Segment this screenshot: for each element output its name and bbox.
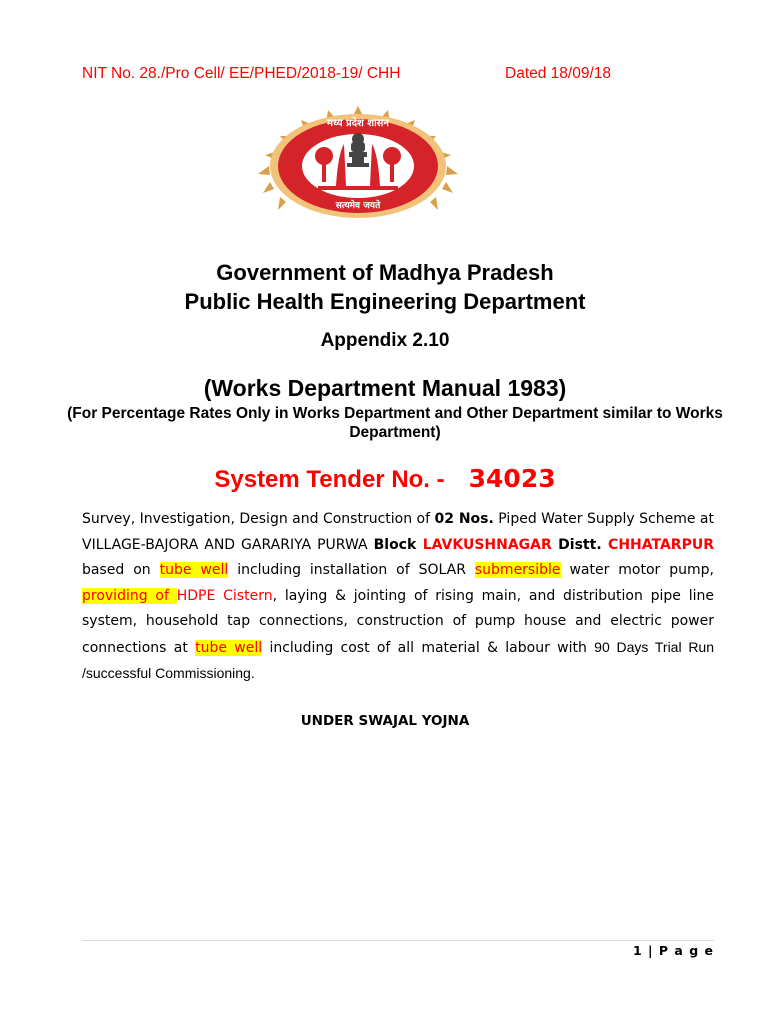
emblem-motto: सत्यमेव जयते <box>335 201 381 211</box>
government-title: Government of Madhya Pradesh <box>216 260 554 285</box>
percentage-rates-note: (For Percentage Rates Only in Works Department and Other Department similar to Works Department) <box>67 405 723 441</box>
desc-text: based on <box>82 562 160 578</box>
desc-block-label: Block <box>373 536 423 553</box>
desc-highlight: tube well <box>159 562 229 578</box>
desc-text: Piped Water Supply Scheme at VILLAGE-BAJORA AND GARARIYA PURWA <box>82 511 715 553</box>
tender-number: 34023 <box>468 464 556 493</box>
desc-red-text: HDPE Cistern <box>176 587 273 604</box>
scheme-name: UNDER SWAJAL YOJNA <box>300 713 470 729</box>
desc-text: water motor pump, <box>560 562 714 578</box>
tender-label: System Tender No. - <box>214 466 445 493</box>
desc-district-label: Distt. <box>551 536 609 553</box>
desc-block-name: LAVKUSHNAGAR <box>422 536 552 553</box>
desc-quantity: 02 Nos. <box>434 511 494 527</box>
appendix-label: Appendix 2.10 <box>320 330 450 351</box>
desc-text: Survey, Investigation, Design and Construction of <box>82 511 435 527</box>
system-tender-heading <box>0 464 770 494</box>
page-number: 1 | P a g e <box>632 943 714 958</box>
desc-highlight: providing of <box>82 587 177 604</box>
mp-emblem-logo <box>248 104 468 222</box>
manual-title: (Works Department Manual 1983) <box>203 375 567 401</box>
desc-text: including cost of all material & labour with <box>262 639 595 656</box>
desc-district-name: CHHATARPUR <box>608 536 714 553</box>
desc-highlight: tube well <box>195 639 263 656</box>
nit-number: NIT No. 28./Pro Cell/ EE/PHED/2018-19/ CHH <box>82 65 401 82</box>
desc-text: including installation of SOLAR <box>228 562 475 578</box>
emblem-top-text: मध्य प्रदेश शासन <box>326 118 390 129</box>
department-heading <box>0 258 770 316</box>
footer-divider <box>82 940 714 941</box>
desc-text: , laying & jointing of rising main, and distribution pipe line system, household tap connections, construction of pump house and electric power connections at <box>82 587 714 656</box>
date-label: Dated 18/09/18 <box>505 65 612 82</box>
desc-highlight: submersible <box>474 562 561 578</box>
desc-text: 90 Days Trial Run /successful Commissioning. <box>82 638 715 681</box>
department-title: Public Health Engineering Department <box>184 289 586 314</box>
work-description <box>82 507 714 688</box>
